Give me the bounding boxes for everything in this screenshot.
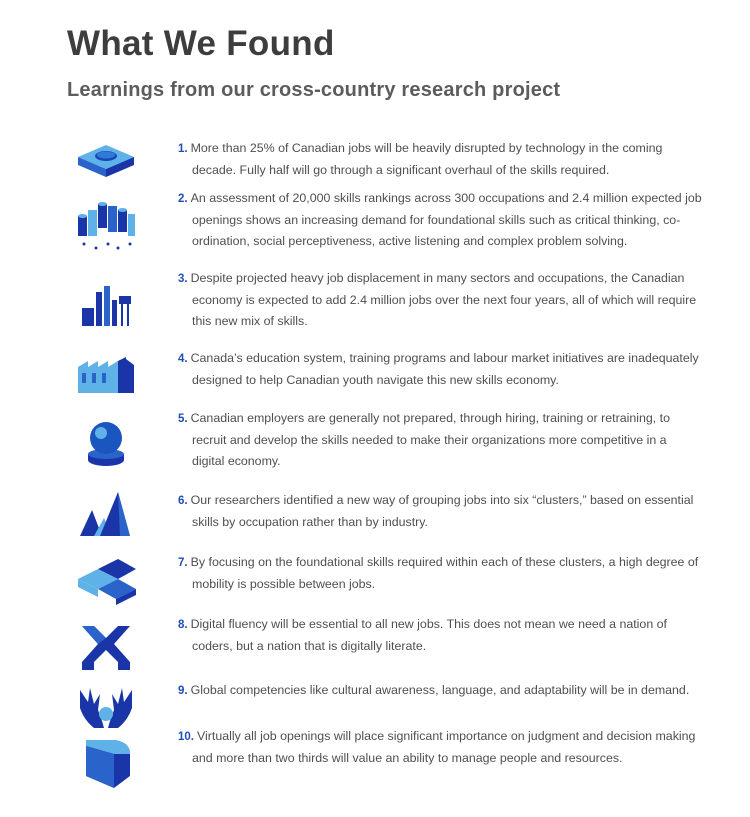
pie-block-icon [74,732,138,792]
crystal-ball-icon [74,416,138,476]
finding-text: 9. Global competencies like cultural awareness, language, and adaptability will be in demand. [178,683,690,697]
skill-columns-icon [74,196,138,256]
industrial-towers-icon [74,278,138,338]
finding-text: 5. Canadian employers are generally not prepared, through hiring, training or retraining, to recruit and develop the skills needed to make their organizations more competitive in a digital economy. [178,411,670,468]
factory-icon [74,345,138,405]
finding-text: 2. An assessment of 20,000 skills rankings across 300 occupations and 2.4 million expected job openings shows an increasing demand for foundational skills such as critical thinking, co-ordination, social perceptiveness, active listening and complex problem solving. [178,191,702,248]
finding-text: 10. Virtually all job openings will place significant importance on judgment and decision making and more than two thirds will value an ability to manage people and resources. [178,729,696,765]
finding-text: 3. Despite projected heavy job displacement in many sectors and occupations, the Canadian economy is expected to add 2.4 million jobs over the next four years, all of which will require this new mix of skills. [178,271,697,328]
platform-ring-icon [74,135,138,195]
page-subtitle: Learnings from our cross-country research project [67,79,561,101]
cross-block-icon [74,618,138,678]
stacked-blocks-icon [74,555,138,615]
finding-text: 1. More than 25% of Canadian jobs will be heavily disrupted by technology in the coming decade. Fully half will go through a significant overhaul of the skills required. [178,141,663,177]
finding-text: 4. Canada’s education system, training programs and labour market initiatives are inadequately designed to help Canadian youth navigate this new skills economy. [178,351,699,387]
page-title: What We Found [67,24,335,63]
finding-text: 7. By focusing on the foundational skills required within each of these clusters, a high degree of mobility is possible between jobs. [178,555,699,591]
mountain-peaks-icon [74,486,138,546]
finding-text: 6. Our researchers identified a new way of grouping jobs into six “clusters,” based on essential skills by occupation rather than by industry. [178,493,694,529]
open-hands-icon [74,680,138,740]
finding-text: 8. Digital fluency will be essential to all new jobs. This does not mean we need a nation of coders, but a nation that is digitally literate. [178,617,667,653]
